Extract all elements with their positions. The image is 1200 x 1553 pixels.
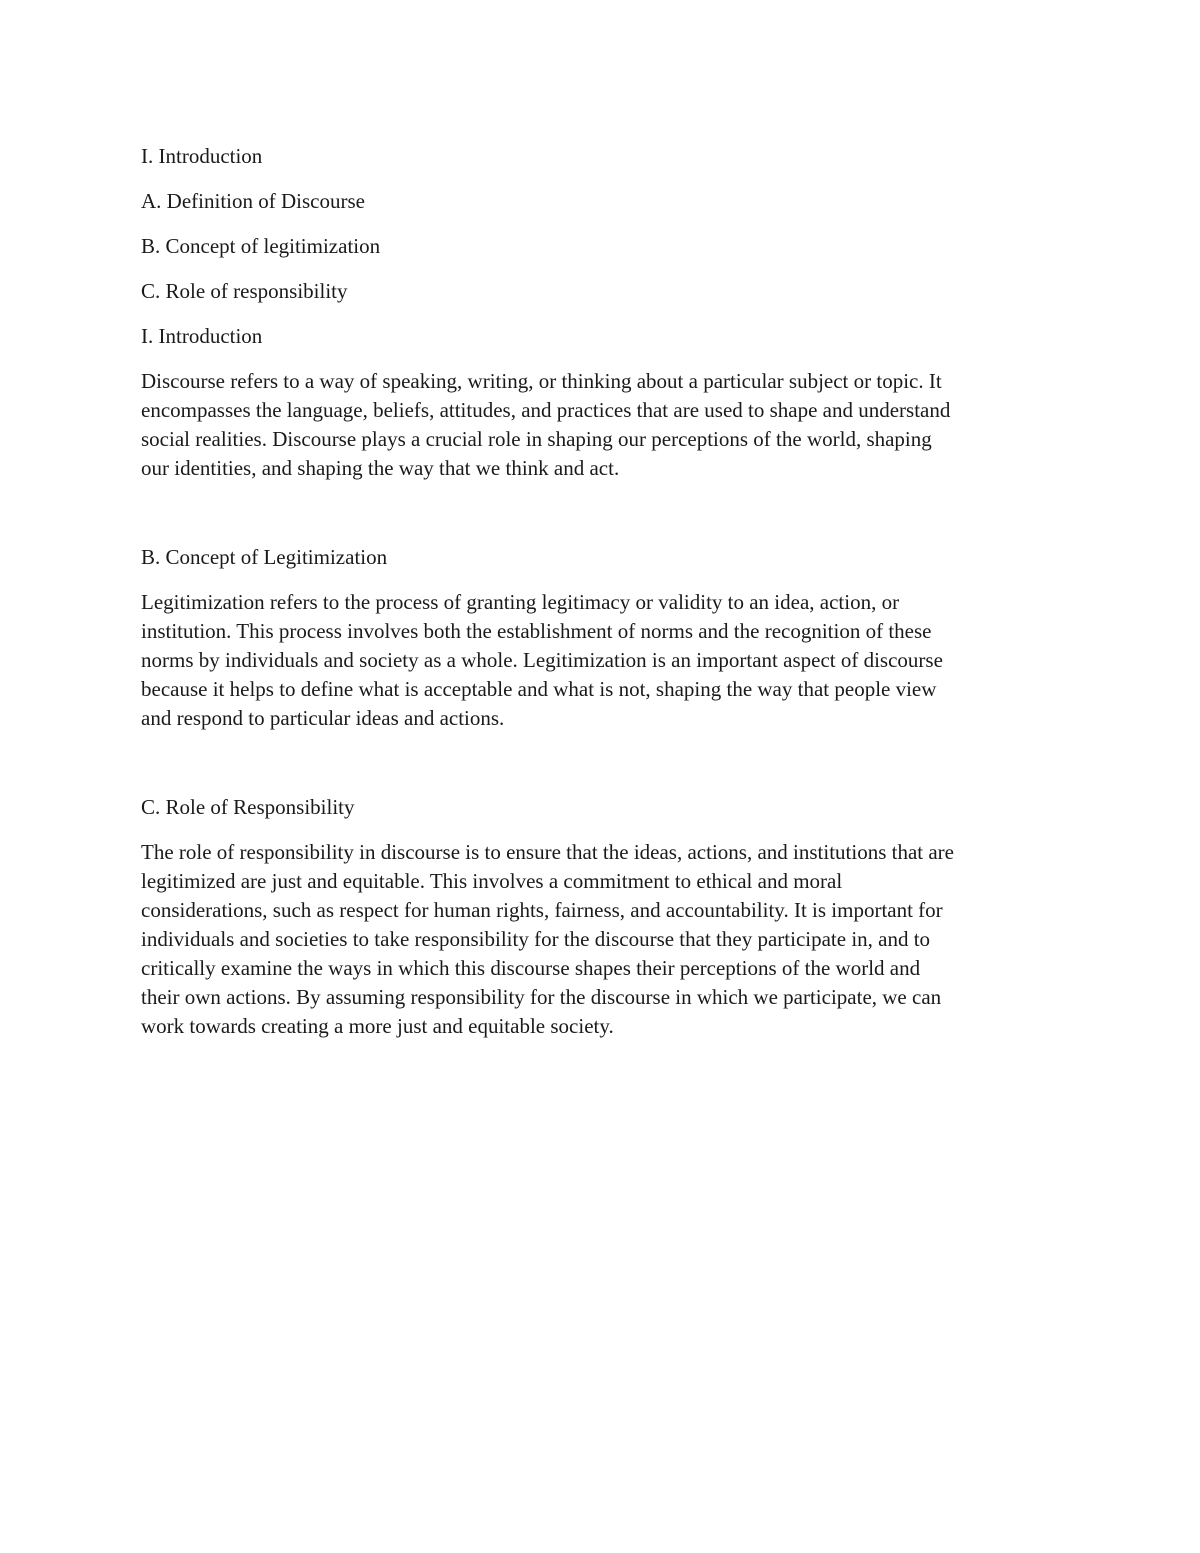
section-heading-responsibility: C. Role of Responsibility <box>141 795 355 819</box>
introduction-paragraph: Discourse refers to a way of speaking, writing, or thinking about a particular subject or topic. It encompasses the language, beliefs, attitudes, and practices that are used to shape and understand social realities. Discourse plays a crucial role in shaping our perceptions of the world, shaping our identities, and shaping the way that we think and act. <box>141 369 951 480</box>
responsibility-paragraph: The role of responsibility in discourse is to ensure that the ideas, actions, and institutions that are legitimized are just and equitable. This involves a commitment to ethical and moral considerations, such as respect for human rights, fairness, and accountability. It is important for individuals and societies to take responsibility for the discourse that they participate in, and to critically examine the ways in which this discourse shapes their perceptions of the world and their own actions. By assuming responsibility for the discourse in which we participate, we can work towards creating a more just and equitable society. <box>141 840 954 1038</box>
outline-item-role-of-responsibility: C. Role of responsibility <box>141 279 348 303</box>
section-heading-legitimization: B. Concept of Legitimization <box>141 545 388 569</box>
paragraph-spacer <box>141 483 1071 543</box>
paragraph-spacer <box>141 733 1071 793</box>
outline-item-introduction: I. Introduction <box>141 144 263 168</box>
document-content <box>141 142 1071 1041</box>
outline-item-definition-of-discourse: A. Definition of Discourse <box>141 189 365 213</box>
section-heading-introduction: I. Introduction <box>141 324 263 348</box>
outline-item-concept-of-legitimization: B. Concept of legitimization <box>141 234 381 258</box>
legitimization-paragraph: Legitimization refers to the process of granting legitimacy or validity to an idea, action, or institution. This process involves both the establishment of norms and the recognition of these norms by individuals and society as a whole. Legitimization is an important aspect of discourse because it helps to define what is acceptable and what is not, shaping the way that people view and respond to particular ideas and actions. <box>141 590 943 730</box>
